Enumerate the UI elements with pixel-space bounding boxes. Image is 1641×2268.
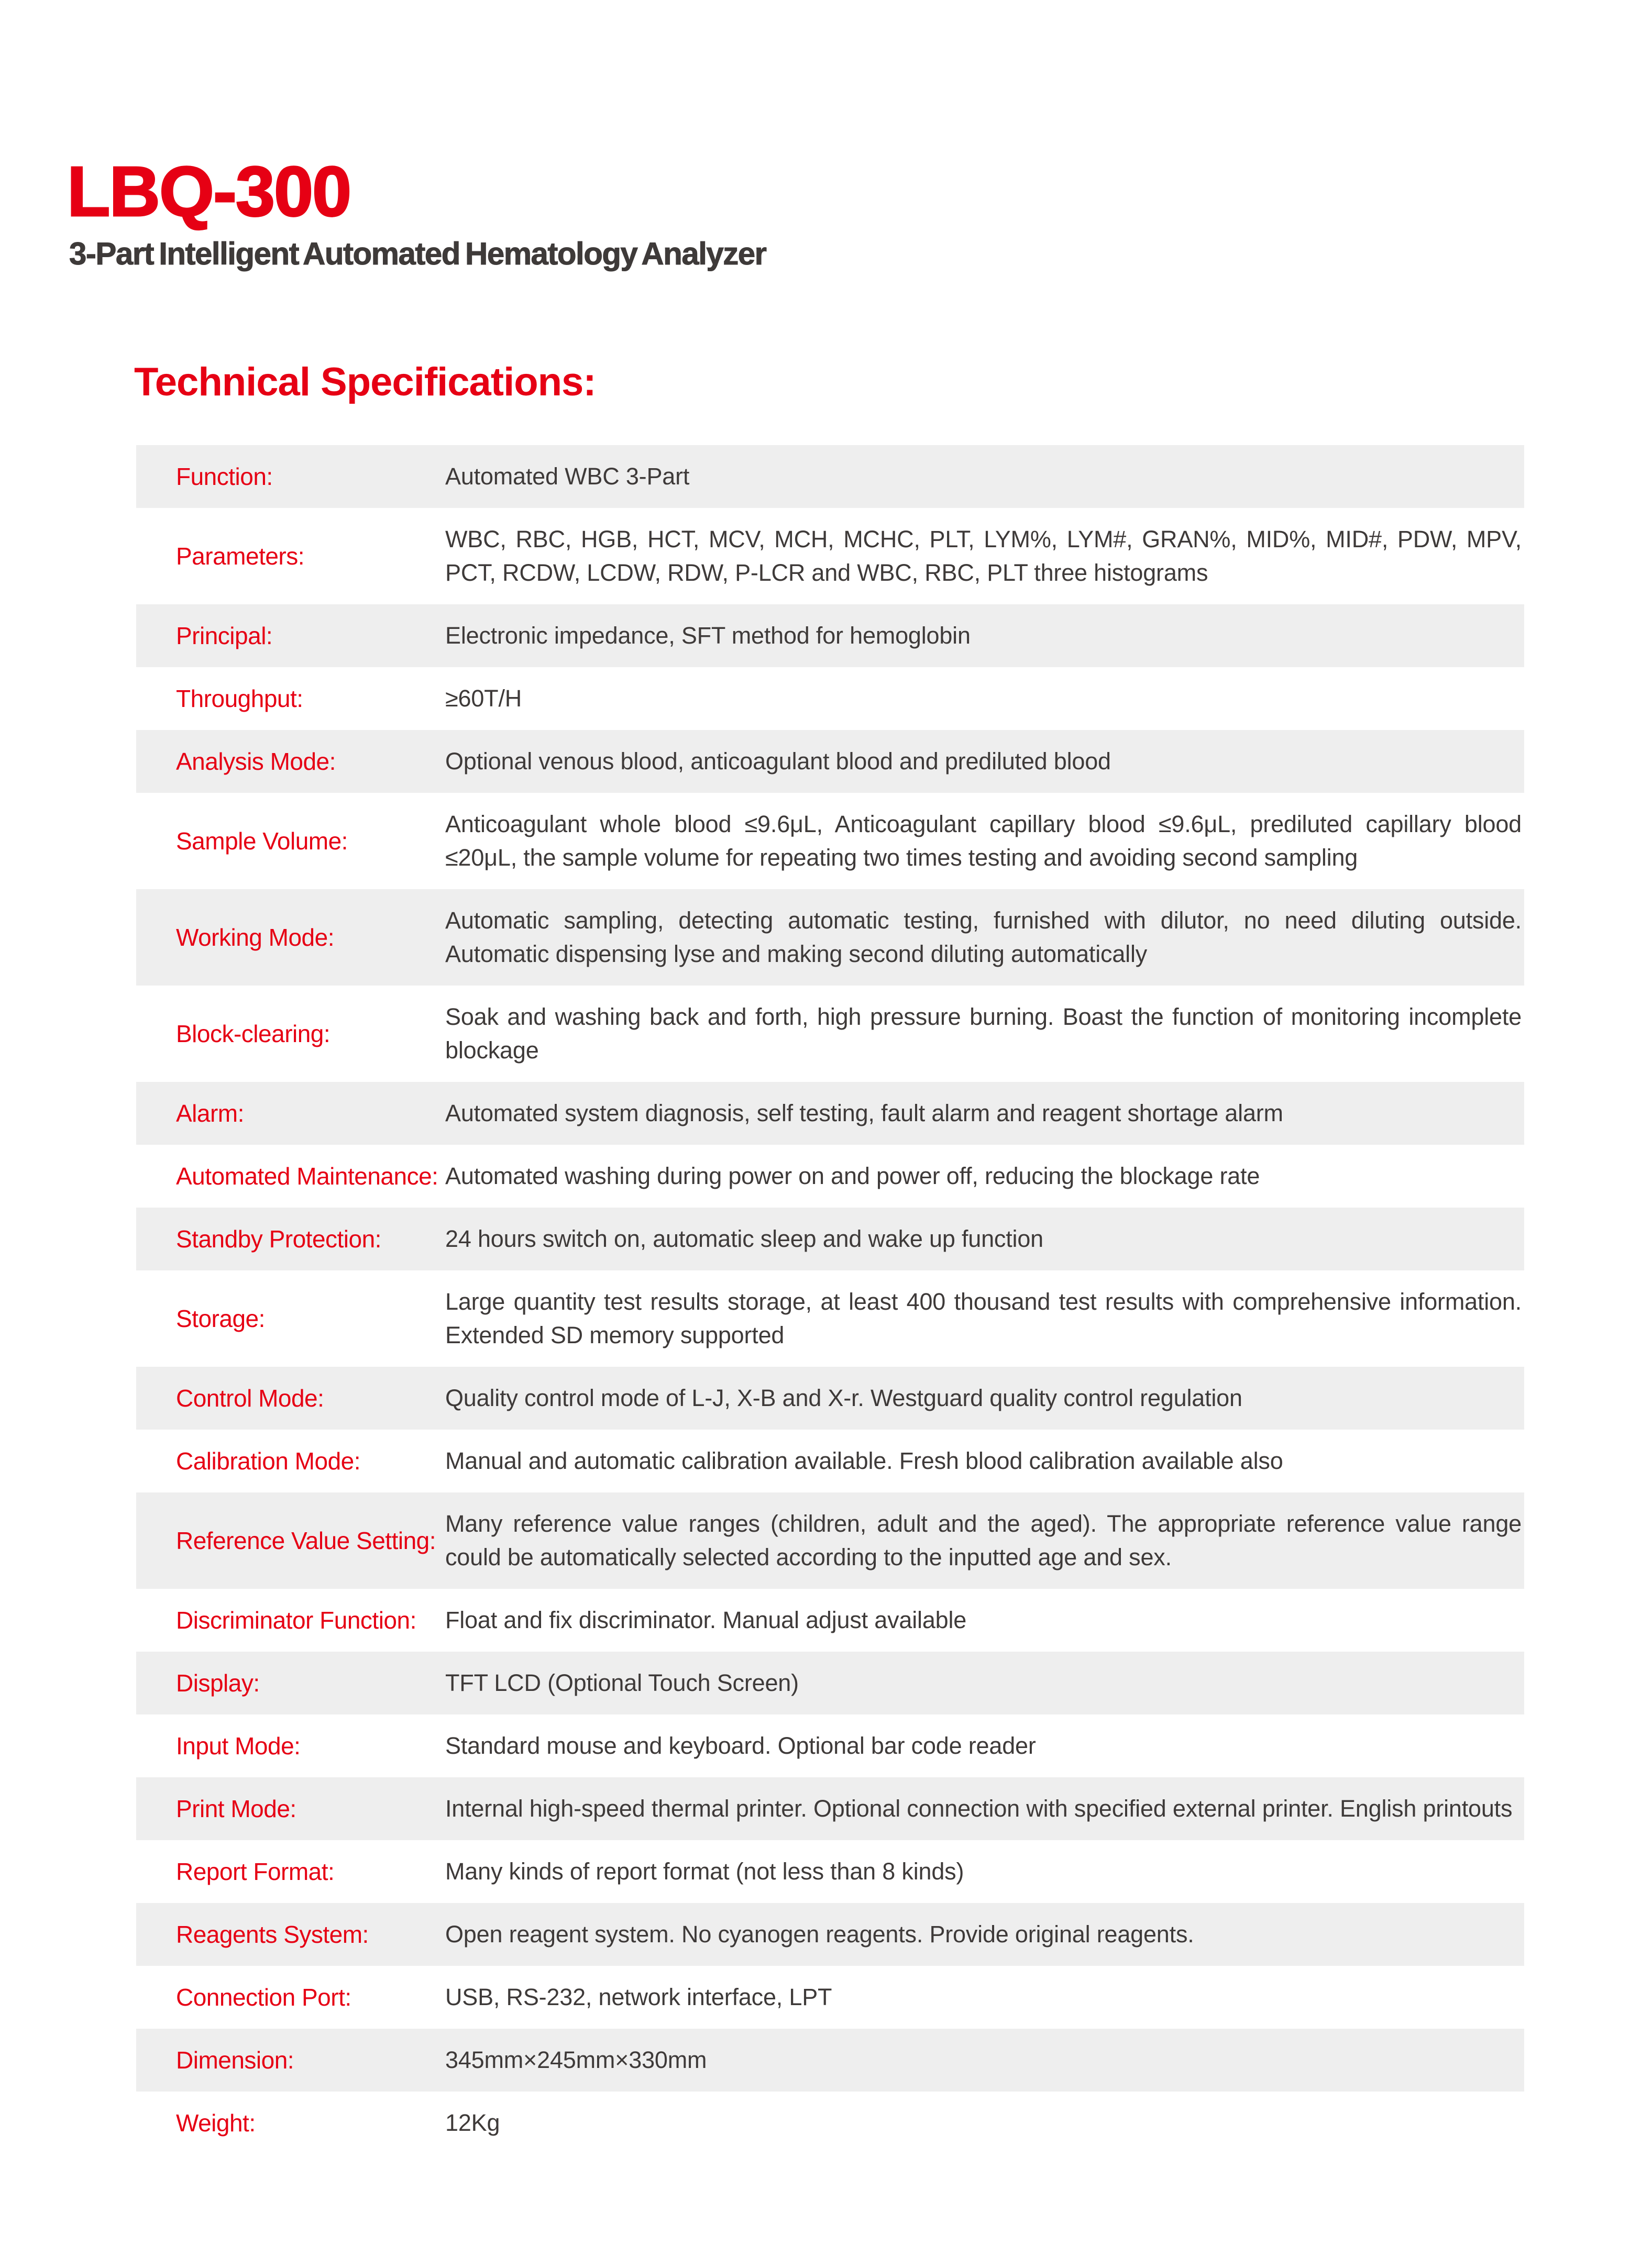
- spec-row: [136, 445, 1524, 508]
- spec-value: Manual and automatic calibration available. Fresh blood calibration available also: [445, 1447, 1283, 1474]
- spec-row: [136, 793, 1524, 889]
- spec-value: Internal high-speed thermal printer. Optional connection with specified external printer. English printouts: [445, 1795, 1513, 1822]
- spec-value: Large quantity test results storage, at least 400 thousand test results with comprehensive information. Extended SD memory supported: [445, 1288, 1522, 1348]
- spec-value: Automatic sampling, detecting automatic testing, furnished with dilutor, no need diluting outside. Automatic dispensing lyse and making second diluting automatically: [445, 907, 1522, 967]
- spec-row: [136, 1903, 1524, 1966]
- spec-value: 345mm×245mm×330mm: [445, 2046, 707, 2073]
- spec-label: Throughput:: [176, 685, 303, 712]
- spec-value: Many kinds of report format (not less than 8 kinds): [445, 1858, 964, 1885]
- specs-table: [136, 445, 1524, 2154]
- spec-label: Print Mode:: [176, 1795, 296, 1822]
- spec-row: [136, 1777, 1524, 1840]
- spec-value: WBC, RBC, HGB, HCT, MCV, MCH, MCHC, PLT, LYM%, LYM#, GRAN%, MID%, MID#, PDW, MPV, PCT, RCDW, LCDW, RDW, P-LCR and WBC, RBC, PLT three histograms: [445, 526, 1522, 586]
- spec-label: Reagents System:: [176, 1921, 369, 1948]
- spec-value: Open reagent system. No cyanogen reagents. Provide original reagents.: [445, 1921, 1194, 1948]
- spec-row: [136, 730, 1524, 793]
- spec-row: [136, 667, 1524, 730]
- spec-row: [136, 1208, 1524, 1270]
- spec-value: Automated WBC 3-Part: [445, 463, 690, 490]
- spec-row: [136, 604, 1524, 667]
- spec-row: [136, 508, 1524, 604]
- spec-value: Optional venous blood, anticoagulant blood and prediluted blood: [445, 748, 1111, 775]
- spec-value: 24 hours switch on, automatic sleep and wake up function: [445, 1225, 1043, 1252]
- product-title: LBQ-300: [67, 152, 351, 231]
- spec-value: Anticoagulant whole blood ≤9.6μL, Anticoagulant capillary blood ≤9.6μL, prediluted capillary blood ≤20μL, the sample volume for repeating two times testing and avoiding second sampling: [445, 811, 1522, 871]
- spec-label: Standby Protection:: [176, 1225, 381, 1253]
- spec-value: 12Kg: [445, 2109, 500, 2136]
- spec-row: [136, 1430, 1524, 1492]
- spec-value: Standard mouse and keyboard. Optional bar code reader: [445, 1732, 1036, 1759]
- spec-label: Alarm:: [176, 1100, 244, 1127]
- spec-value: Soak and washing back and forth, high pressure burning. Boast the function of monitoring incomplete blockage: [445, 1003, 1522, 1064]
- spec-label: Principal:: [176, 622, 273, 649]
- spec-row: [136, 1966, 1524, 2029]
- spec-label: Block-clearing:: [176, 1020, 331, 1047]
- spec-row: [136, 2092, 1524, 2154]
- spec-value: Electronic impedance, SFT method for hemoglobin: [445, 622, 971, 649]
- spec-value: Quality control mode of L-J, X-B and X-r. Westguard quality control regulation: [445, 1385, 1242, 1411]
- product-subtitle: 3-Part Intelligent Automated Hematology Analyzer: [69, 236, 766, 271]
- spec-row: [136, 1367, 1524, 1430]
- spec-label: Display:: [176, 1669, 260, 1697]
- spec-row: [136, 1270, 1524, 1367]
- spec-label: Weight:: [176, 2109, 256, 2137]
- spec-row: [136, 1589, 1524, 1652]
- spec-label: Connection Port:: [176, 1984, 351, 2011]
- spec-label: Report Format:: [176, 1858, 335, 1885]
- section-title: Technical Specifications:: [134, 360, 596, 404]
- spec-label: Input Mode:: [176, 1732, 301, 1760]
- spec-label: Storage:: [176, 1305, 265, 1332]
- spec-label: Control Mode:: [176, 1385, 324, 1412]
- spec-row: [136, 1082, 1524, 1145]
- spec-value: TFT LCD (Optional Touch Screen): [445, 1669, 799, 1696]
- spec-row: [136, 1840, 1524, 1903]
- spec-row: [136, 986, 1524, 1082]
- spec-row: [136, 1714, 1524, 1777]
- spec-label: Discriminator Function:: [176, 1607, 416, 1634]
- spec-row: [136, 889, 1524, 986]
- spec-row: [136, 1652, 1524, 1714]
- spec-value: ≥60T/H: [445, 685, 522, 712]
- spec-label: Analysis Mode:: [176, 748, 336, 775]
- spec-row: [136, 1145, 1524, 1208]
- spec-row: [136, 2029, 1524, 2092]
- spec-value: Many reference value ranges (children, adult and the aged). The appropriate reference value range could be automatically selected according to the inputted age and sex.: [445, 1510, 1522, 1570]
- spec-label: Reference Value Setting:: [176, 1527, 436, 1554]
- spec-label: Dimension:: [176, 2046, 294, 2074]
- spec-value: Float and fix discriminator. Manual adjust available: [445, 1607, 967, 1633]
- spec-label: Calibration Mode:: [176, 1447, 361, 1475]
- spec-value: USB, RS-232, network interface, LPT: [445, 1984, 832, 2010]
- spec-row: [136, 1492, 1524, 1589]
- spec-value: Automated system diagnosis, self testing, fault alarm and reagent shortage alarm: [445, 1100, 1283, 1126]
- spec-label: Function:: [176, 463, 273, 490]
- spec-label: Sample Volume:: [176, 827, 348, 855]
- spec-value: Automated washing during power on and power off, reducing the blockage rate: [445, 1163, 1260, 1189]
- spec-label: Working Mode:: [176, 924, 335, 951]
- spec-label: Parameters:: [176, 543, 305, 570]
- spec-label: Automated Maintenance:: [176, 1163, 438, 1190]
